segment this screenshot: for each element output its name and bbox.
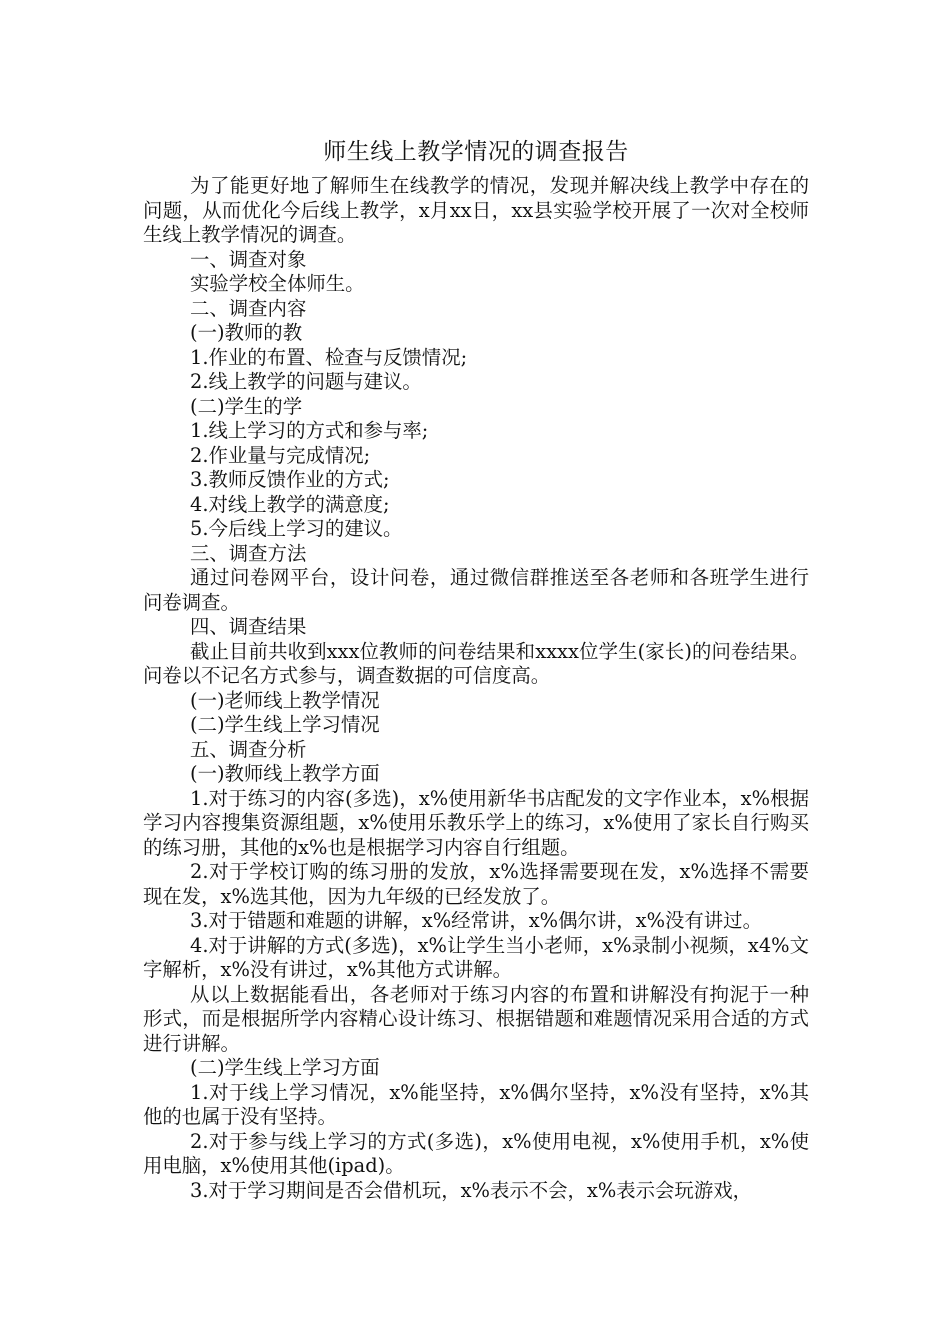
list-item: 1.作业的布置、检查与反馈情况; (190, 345, 468, 369)
list-item: 1.线上学习的方式和参与率; (190, 419, 429, 442)
subsection-heading: (二)学生线上学习情况 (190, 713, 380, 736)
document-page (143, 132, 809, 1203)
section-heading: 三、调查方法 (190, 541, 307, 565)
subsection-heading: (一)教师线上教学方面 (190, 762, 380, 785)
list-item: 5.今后线上学习的建议。 (190, 517, 403, 540)
paragraph: 3.对于错题和难题的讲解，x%经常讲，x%偶尔讲，x%没有讲过。 (190, 909, 762, 932)
paragraph: 4.对于讲解的方式(多选)，x%让学生当小老师，x%录制小视频，x4%文字解析，x%没有讲过，x%其他方式讲解。 (143, 933, 809, 981)
paragraph: 1.对于线上学习情况，x%能坚持，x%偶尔坚持，x%没有坚持，x%其他的也属于没有坚持。 (143, 1080, 809, 1128)
section-heading: 二、调查内容 (190, 296, 307, 320)
section-heading: 五、调查分析 (190, 737, 307, 761)
section-heading: 四、调查结果 (190, 615, 307, 638)
subsection-heading: (一)老师线上教学情况 (190, 688, 380, 712)
paragraph: 截止目前共收到xxx位教师的问卷结果和xxxx位学生(家长)的问卷结果。问卷以不记名方式参与，调查数据的可信度高。 (143, 639, 809, 687)
list-item: 4.对线上教学的满意度; (190, 492, 390, 516)
list-item: 3.教师反馈作业的方式; (190, 468, 390, 491)
paragraph: 通过问卷网平台，设计问卷，通过微信群推送至各老师和各班学生进行问卷调查。 (143, 566, 809, 614)
subsection-heading: (二)学生线上学习方面 (190, 1056, 380, 1079)
paragraph: 2.对于参与线上学习的方式(多选)，x%使用电视，x%使用手机，x%使用电脑，x%使用其他(ipad)。 (143, 1129, 809, 1177)
list-item: 2.线上教学的问题与建议。 (190, 370, 422, 393)
paragraph: 实验学校全体师生。 (190, 272, 365, 295)
intro-paragraph: 为了能更好地了解师生在线教学的情况，发现并解决线上教学中存在的问题，从而优化今后线上教学，x月xx日，xx县实验学校开展了一次对全校师生线上教学情况的调查。 (143, 174, 809, 246)
list-item: 2.作业量与完成情况; (190, 443, 371, 467)
paragraph: 3.对于学习期间是否会借机玩，x%表示不会，x%表示会玩游戏， (190, 1178, 752, 1202)
paragraph: 1.对于练习的内容(多选)，x%使用新华书店配发的文字作业本，x%根据学习内容搜集资源组题，x%使用乐教乐学上的练习，x%使用了家长自行购买的练习册，其他的x%也是根据学习内容自行组题。 (143, 786, 809, 859)
subsection-heading: (一)教师的教 (190, 321, 303, 344)
subsection-heading: (二)学生的学 (190, 394, 303, 418)
paragraph: 从以上数据能看出，各老师对于练习内容的布置和讲解没有拘泥于一种形式，而是根据所学内容精心设计练习、根据错题和难题情况采用合适的方式进行讲解。 (143, 982, 809, 1055)
paragraph: 2.对于学校订购的练习册的发放，x%选择需要现在发，x%选择不需要现在发，x%选其他，因为九年级的已经发放了。 (143, 860, 809, 908)
section-heading: 一、调查对象 (190, 247, 307, 271)
document-title: 师生线上教学情况的调查报告 (323, 139, 629, 165)
